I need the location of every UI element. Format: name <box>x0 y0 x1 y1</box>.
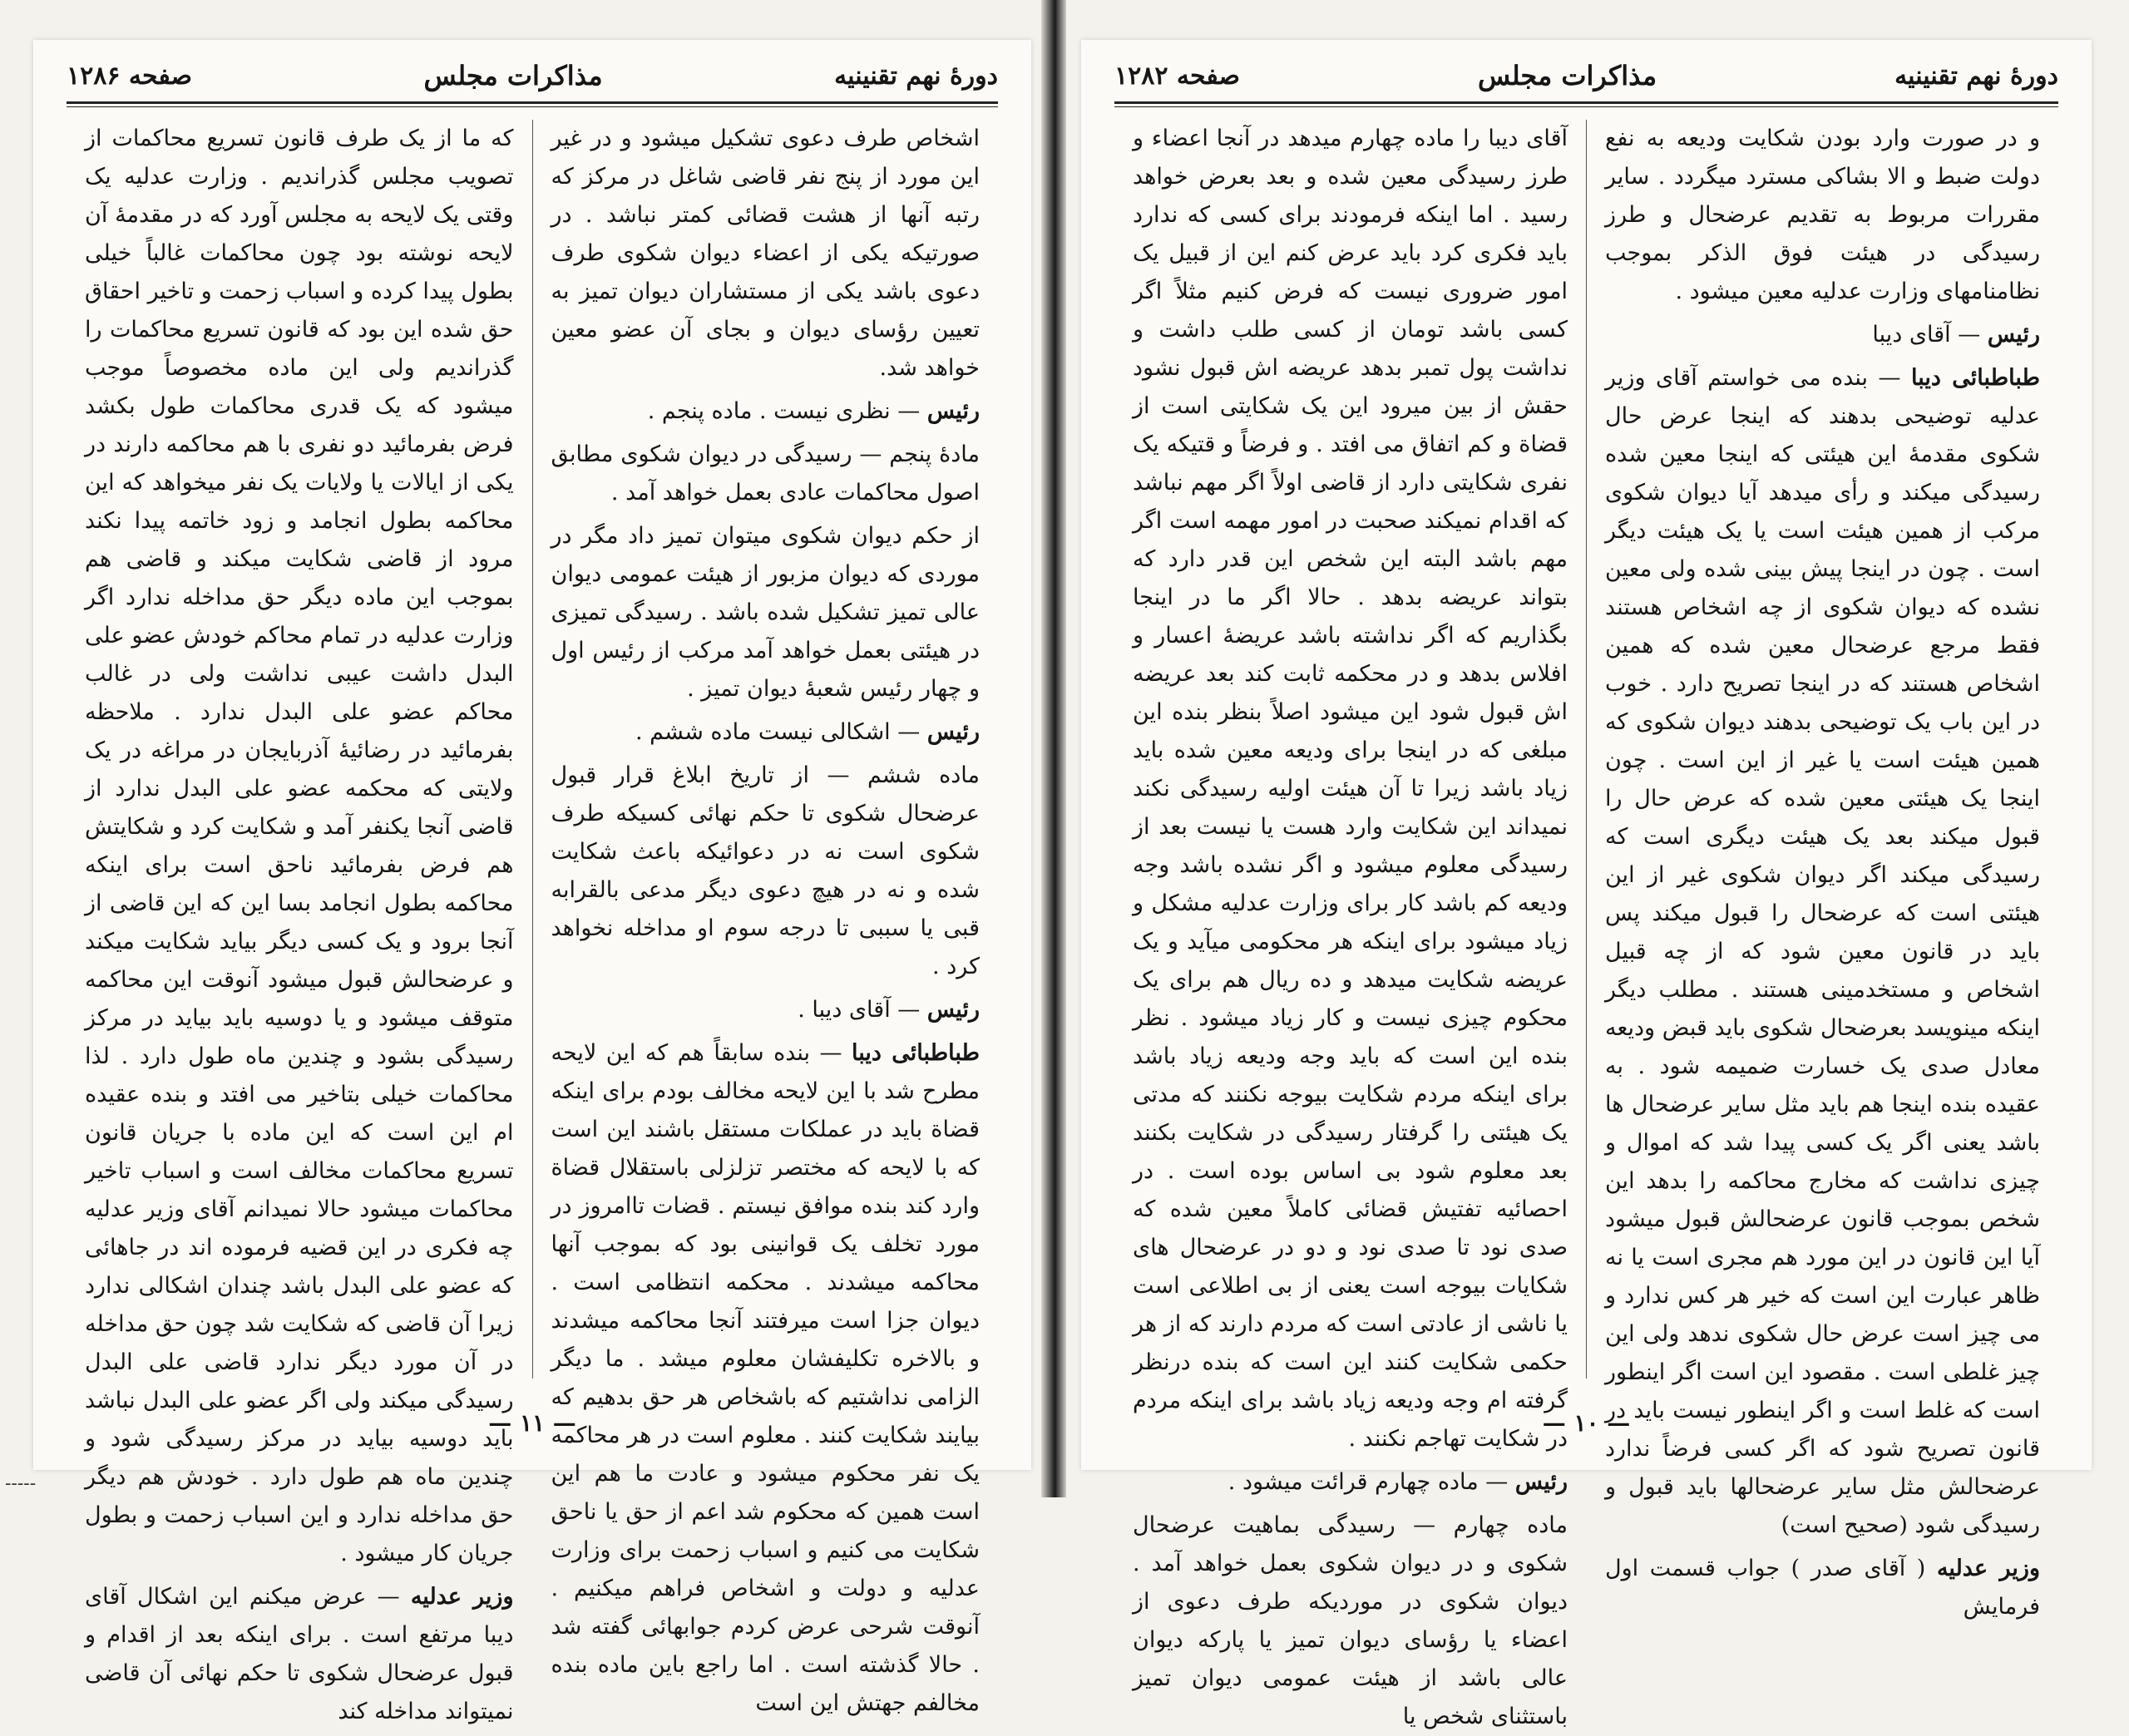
paragraph-text: — ماده چهارم قرائت میشود . <box>1228 1469 1509 1495</box>
header-rule <box>67 101 998 104</box>
paragraph-text: — بنده سابقاً هم که این لایحه مطرح شد با این لایحه مخالف بودم برای اینکه قضاة باید در عملکات مستقل باشند این است که با لایحه که مختصر تزلزلی باستقلال قضاة وارد کند بنده موافق نیستم . قضات تاامروز در مورد تخلف یک قوانینی بود که بموجب آنها محاکمه میشدند . محکمه انتظامی است . دیوان جزا است میرفتند آنجا محاکمه میشدند و بالاخره تکلیفشان معلوم میشد . ما دیگر الزامی نداشتیم که باشخاص هر حق بدهیم که بیایند شکایت کنند . معلوم است در هر محاکمه یک نفر محکوم میشود و عادت ما هم این است همین که محکوم شد اعم از حق یا ناحق شکایت می کنیم و اسباب زحمت برای وزارت عدلیه و دولت و اشخاص فراهم میکنیم . آنوقت شرحی عرض کردم جوابهائی گفته شد . حالا گذشته است . اما راجع باین ماده بنده مخالفم جهتش این است <box>551 1040 980 1716</box>
page-number-label: صفحه ۱۲۸۲ <box>1114 61 1240 91</box>
text-column-right <box>533 120 999 1716</box>
paragraph <box>1605 316 2040 354</box>
session-label: دورهٔ نهم تقنینیه <box>834 61 998 91</box>
speaker-name: وزیر عدلیه <box>410 1584 514 1610</box>
speaker-name: وزیر عدلیه <box>1936 1556 2040 1581</box>
paragraph-text: اشخاص طرف دعوی تشکیل میشود و در غیر این مورد از پنج نفر قاضی شاغل در مرکز که رتبه آنها از هشت قضائی کمتر نباشد . در صورتیکه یکی از اعضاء دیوان شکوی طرف دعوی باشد یکی از مستشاران دیوان تمیز به تعیین رؤسای دیوان و بجای آن عضو معین خواهد شد. <box>551 126 980 381</box>
paragraph-text: — بنده می خواستم آقای وزیر عدلیه توضیحی بدهند که اینجا عرض حال شکوی مقدمهٔ این هیئتی که اینجا معین شده رسیدگی میکند و رأی میدهد آیا دیوان شکوی مرکب از همین هیئت است یا یک هیئت دیگر است . چون در اینجا پیش بینی شده ولی معین نشده که دیوان شکوی از چه اشخاص هستند فقط مرجع عرضحال معین شده که همین اشخاص هستند که در اینجا تصریح دارد . خوب در این باب یک توضیحی بدهند دیوان شکوی که همین هیئت است یا غیر از این است . چون اینجا یک هیئتی معین شده که عرض حال را قبول میکند بعد یک هیئت دیگری است که رسیدگی میکند اگر دیوان شکوی غیر از این هیئتی است که عرضحال را قبول میکند پس باید در قانون معین شود که از چه قبیل اشخاص و مستخدمینی هستند . مطلب دیگر اینکه مینویسد بعرضحال شکوی باید قبض ودیعه معادل صدی یک خسارت ضمیمه شود . به عقیده بنده اینجا هم باید مثل سایر عرضحال ها باشد یعنی اگر یک کسی پیدا شد که اموال و چیزی نداشت که مخارج محاکمه را بدهد این شخص بموجب قانون عرضحالش قبول میشود آیا این قانون در این مورد هم مجری است یا نه ظاهر عبارت این است که خیر هر کس ندارد و می چیز است عرض حال شکوی ندهد ولی این چیز غلطی است . مقصود این است اگر اینطور است که غلط است و اگر اینطور نیست باید در قانون تصریح شود که اگر کسی فرضاً ندارد عرضحالش مثل سایر عرضحالها باید قبول و رسیدگی شود (صحیح است) <box>1605 365 2040 1538</box>
paragraph-text: از حکم دیوان شکوی میتوان تمیز داد مگر در موردی که دیوان مزبور از هیئت عمومی دیوان عالی تمیز تشکیل شده باشد . رسیدگی تمیزی در هیئتی بعمل خواهد آمد مرکب از رئیس اول و چهار رئیس شعبهٔ دیوان تمیز . <box>551 523 980 702</box>
page-number-label: صفحه ۱۲۸۶ <box>67 61 192 91</box>
paragraph <box>551 436 981 512</box>
speaker-name: طباطبائی دیبا <box>852 1040 980 1066</box>
paragraph <box>551 1034 981 1723</box>
paragraph <box>551 517 981 708</box>
speaker-name: رئیس <box>926 719 980 745</box>
right-page <box>1081 40 2092 1729</box>
paragraph <box>551 392 981 431</box>
paragraph <box>1133 1507 1568 1736</box>
paragraph-text: — اشکالی نیست ماده ششم . <box>635 719 921 745</box>
left-page-header <box>67 57 998 95</box>
paragraph-text: — عرض میکنم این اشکال آقای دیبا مرتفع است . برای اینکه بعد از اقدام و قبول عرضحال شکوی تا حکم نهائی آن قاضی نمیتواند مداخله کند <box>85 1584 514 1724</box>
paragraph-text: آقای دیبا را ماده چهارم میدهد در آنجا اعضاء و طرز رسیدگی معین شده و بعد بعرض خواهد رسید . اما اینکه فرمودند برای کسی که ندارد باید فکری کرد باید عرض کنم این از قبیل یک امور ضروری نیست که فرض کنیم مثلاً اگر کسی باشد تومان از کسی طلب داشت و نداشت پول تمبر بدهد عریضه اش قبول نشود حقش از بین میرود این یک شکایتی است از قضاة و کم اتفاق می افتد . و فرضاً و قتیکه یک نفری شکایتی دارد از قاضی اولاً اگر مهم نباشد که اقدام نمیکند صحبت در امور مهمه است اگر مهم باشد البته این شخص این قدر دارد که بتواند عریضه بدهد . حالا اگر ما در اینجا بگذاریم که اگر نداشته باشد عریضهٔ اعسار و افلاس بدهد و در محکمه ثابت کند بعد عریضه اش قبول شود این میشود اصلاً بنظر بنده این مبلغی که در اینجا برای ودیعه معین شده باید زیاد باشد زیرا تا آن هیئت اولیه رسیدگی نکند نمیداند این شکایت وارد هست یا نیست بعد از رسیدگی معلوم میشود و اگر نشده باشد وجه ودیعه کم باشد کار برای وزارت عدلیه مشکل و زیاد میشود برای اینکه هر محکومی میآید و یک عریضه شکایت میدهد و ده ریال هم برای یک محکوم چیزی نیست و کار زیاد میشود . نظر بنده این است که باید وجه ودیعه زیاد باشد برای اینکه مردم شکایت بیوجه نکنند که مدتی یک هیئتی را گرفتار رسیدگی در شکایت بکنند بعد معلوم شود بی اساس بوده است . در احصائیه تفتیش قضائی کاملاً معین شده که صدی نود تا صدی نود و دو در عرضحال های شکایات بیوجه است یعنی از بی اطلاعی است یا ناشی از عادتی است که مردم دارند که از هر حکمی شکایت کنند این است که بنده درنظر گرفته ام وجه ودیعه زیاد باشد برای اینکه مردم در شکایت تهاجم نکنند . <box>1133 126 1568 1452</box>
left-page <box>33 40 1031 1724</box>
text-column-right <box>1587 120 2058 1620</box>
paragraph <box>551 757 981 986</box>
corner-mark: ----- <box>5 1473 37 1494</box>
folio: — ۱۰ — <box>1542 1409 1631 1437</box>
session-label: دورهٔ نهم تقنینیه <box>1894 61 2058 91</box>
paragraph-text: که ما از یک طرف قانون تسریع محاکمات از تصویب مجلس گذراندیم . وزارت عدلیه یک وقتی یک لایحه به مجلس آورد که در مقدمهٔ آن لایحه نوشته بود چون محاکمات غالباً خیلی بطول پیدا کرده و اسباب زحمت و تاخیر احقاق حق شده این بود که قانون تسریع محاکمات را گذراندیم ولی این ماده مخصوصاً موجب میشود که یک قدری محاکمات طول بکشد فرض بفرمائید دو نفری با هم محاکمه دارند در یکی از ایالات یا ولایات یک نفر میخواهد که این محاکمه بطول انجامد و زود خاتمه پیدا نکند مرود از قاضی شکایت میکند و قاضی هم بموجب این ماده دیگر حق مداخله ندارد اگر وزارت عدلیه در تمام محاکم خودش عضو علی البدل داشت عیبی نداشت ولی در غالب محاکم عضو علی البدل ندارد . ملاحظه بفرمائید در رضائیهٔ آذربایجان در مراغه در یک ولایتی که محکمه عضو علی البدل ندارد از قاضی آنجا یکنفر آمد و شکایت کرد و شکایتش هم فرض بفرمائید ناحق است برای اینکه محاکمه بطول انجامد بسا این که این قاضی از آنجا برود و یک کسی دیگر بیاید شکایت میکند و عرضحالش قبول میشود آنوقت این محاکمه متوقف میشود و یا دوسیه باید بیاید در مرکز رسیدگی بشود و چندین ماه طول دارد . لذا محاکمات خیلی بتاخیر می افتد و بنده عقیده ام این است که این ماده با جریان قانون تسریع محاکمات مخالف است و اسباب تاخیر محاکمات میشود حالا نمیدانم آقای وزیر عدلیه چه فکری در این قضیه فرموده اند در جاهائی که عضو علی البدل باشد چندان اشکالی ندارد زیرا آن قاضی که شکایت شد چون حق مداخله در آن مورد دیگر ندارد قاضی علی البدل رسیدگی میکند ولی اگر عضو علی البدل نباشد باید دوسیه بیاید در مرکز رسیدگی شود و چندین ماه هم طول دارد . خودش هم دیگر حق مداخله ندارد و این اسباب زحمت و بطول جریان کار میشود . <box>85 126 514 1566</box>
running-title: مذاکرات مجلس <box>1478 60 1657 91</box>
paragraph <box>85 120 514 1573</box>
speaker-name: رئیس <box>926 398 980 424</box>
paragraph <box>551 120 981 387</box>
book-gutter <box>1041 0 1066 1497</box>
header-rule-thin <box>67 106 998 107</box>
paragraph-text: — نظری نیست . ماده پنجم . <box>647 398 921 424</box>
paragraph-text: مادهٔ پنجم — رسیدگی در دیوان شکوی مطابق اصول محاکمات عادی بعمل خواهد آمد . <box>551 441 980 506</box>
right-page-header <box>1114 57 2058 95</box>
paragraph <box>1133 120 1568 1458</box>
speaker-name: رئیس <box>1987 322 2040 348</box>
paragraph-text: ماده ششم — از تاریخ ابلاغ قرار قبول عرضحال شکوی تا حکم نهائی کسیکه طرف شکوی است نه در دعوائیکه باعث شکایت شده و نه در هیچ دعوی دیگر مدعی بالقرابه قبی یا سببی تا درجه سوم او مداخله نخواهد کرد . <box>551 762 980 979</box>
paragraph <box>551 713 981 752</box>
paragraph-text: — آقای دیبا <box>1872 322 1981 348</box>
paragraph-text: ( آقای صدر ) جواب قسمت اول فرمایش <box>1605 1556 2040 1620</box>
paragraph-text: ماده چهارم — رسیدگی بماهیت عرضحال شکوی و در دیوان شکوی بعمل خواهد آمد . دیوان شکوی در موردیکه طرف دعوی از اعضاء یا رؤسای دیوان تمیز یا پارکه دیوان عالی باشد از هیئت عمومی دیوان تمیز باستثنای شخص یا <box>1133 1512 1568 1729</box>
speaker-name: رئیس <box>1514 1469 1568 1495</box>
paragraph-text: — آقای دیبا . <box>798 997 921 1023</box>
paragraph <box>1605 359 2040 1545</box>
header-rule <box>1114 101 2058 104</box>
paragraph <box>551 991 981 1029</box>
running-title: مذاکرات مجلس <box>423 60 603 91</box>
speaker-name: رئیس <box>926 997 980 1023</box>
paragraph-text: و در صورت وارد بودن شکایت ودیعه به نفع دولت ضبط و الا بشاکی مسترد میگردد . سایر مقررات مربوط به تقدیم عرضحال و طرز رسیدگی در هیئت فوق الذکر بموجب نظامنامهای وزارت عدلیه معین میشود . <box>1605 126 2040 304</box>
paragraph <box>1605 120 2040 311</box>
folio: — ۱۱ — <box>488 1409 576 1437</box>
paragraph <box>1133 1463 1568 1502</box>
speaker-name: طباطبائی دیبا <box>1911 365 2040 391</box>
paragraph <box>85 1578 514 1731</box>
paragraph <box>1605 1550 2040 1626</box>
header-rule-thin <box>1114 106 2058 107</box>
